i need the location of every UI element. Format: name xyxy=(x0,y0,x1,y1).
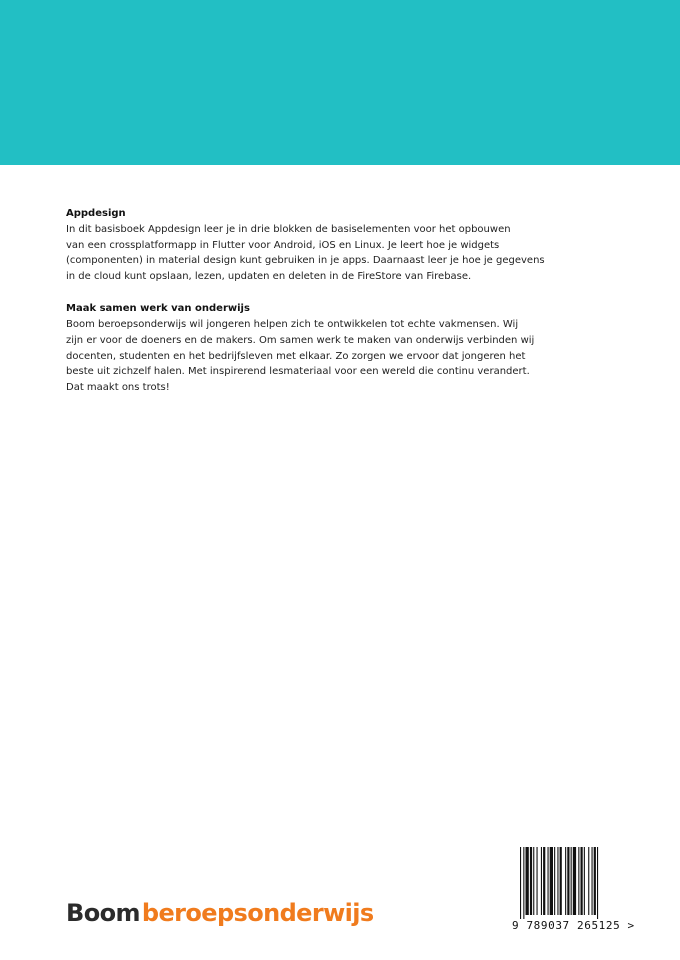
barcode-bar xyxy=(565,847,566,915)
barcode-bar xyxy=(573,847,576,915)
barcode-bar xyxy=(584,847,585,915)
barcode-bar xyxy=(543,847,545,915)
body-line: zijn er voor de doeners en de makers. Om samen werk te maken van onderwijs verbinden wij xyxy=(66,334,535,346)
barcode-bar xyxy=(533,847,534,915)
barcode-bar xyxy=(537,847,538,915)
barcode-bar xyxy=(530,847,532,915)
body-line: van een crossplatformapp in Flutter voor Android, iOS en Linux. Je leert hoe je widgets xyxy=(66,239,500,251)
isbn-number: 9 789037 265125 > xyxy=(512,919,635,932)
publisher-logo xyxy=(66,895,374,931)
barcode-bar xyxy=(554,847,555,915)
barcode-bar xyxy=(567,847,569,915)
body-line: beste uit zichzelf halen. Met inspirerend lesmateriaal voor een wereld die continu verandert. xyxy=(66,366,530,378)
body-line: In dit basisboek Appdesign leer je in drie blokken de basiselementen voor het opbouwen xyxy=(66,224,511,235)
body-line: docenten, studenten en het bedrijfsleven met elkaar. Zo zorgen we ervoor dat jongeren het xyxy=(66,350,526,362)
logo-boom: Boom xyxy=(66,899,140,927)
barcode-bar xyxy=(548,847,549,915)
body-line: Dat maakt ons trots! xyxy=(66,381,170,393)
barcode-bar xyxy=(550,847,553,915)
barcode-bars xyxy=(512,847,642,919)
section-maak-samen-werk xyxy=(66,301,546,395)
barcode-bar xyxy=(557,847,558,915)
back-cover-text xyxy=(66,206,546,412)
barcode-bar xyxy=(560,847,562,915)
section-appdesign xyxy=(66,206,546,284)
isbn-barcode xyxy=(512,847,642,937)
barcode-bar xyxy=(588,847,589,915)
top-color-band xyxy=(0,0,680,165)
barcode-bar xyxy=(571,847,572,915)
barcode-bar xyxy=(541,847,542,915)
barcode-bar xyxy=(520,847,521,919)
body-line: in de cloud kunt opslaan, lezen, updaten en deleten in de FireStore van Firebase. xyxy=(66,270,472,282)
body-line: Boom beroepsonderwijs wil jongeren helpen zich te ontwikkelen tot echte vakmensen. Wij xyxy=(66,319,519,331)
logo-beroepsonderwijs: beroepsonderwijs xyxy=(141,899,374,927)
barcode-bar xyxy=(594,847,596,915)
barcode-bar xyxy=(597,847,598,919)
barcode-bar xyxy=(592,847,593,915)
section-body xyxy=(66,222,546,284)
section-title: Appdesign xyxy=(66,208,126,219)
barcode-bar xyxy=(578,847,579,915)
barcode-bar xyxy=(523,847,524,919)
barcode-bar xyxy=(581,847,583,915)
section-title: Maak samen werk van onderwijs xyxy=(66,303,250,315)
barcode-bar xyxy=(526,847,529,915)
body-line: (componenten) in material design kunt gebruiken in je apps. Daarnaast leer je hoe je gegevens xyxy=(66,255,545,267)
section-body xyxy=(66,317,546,395)
